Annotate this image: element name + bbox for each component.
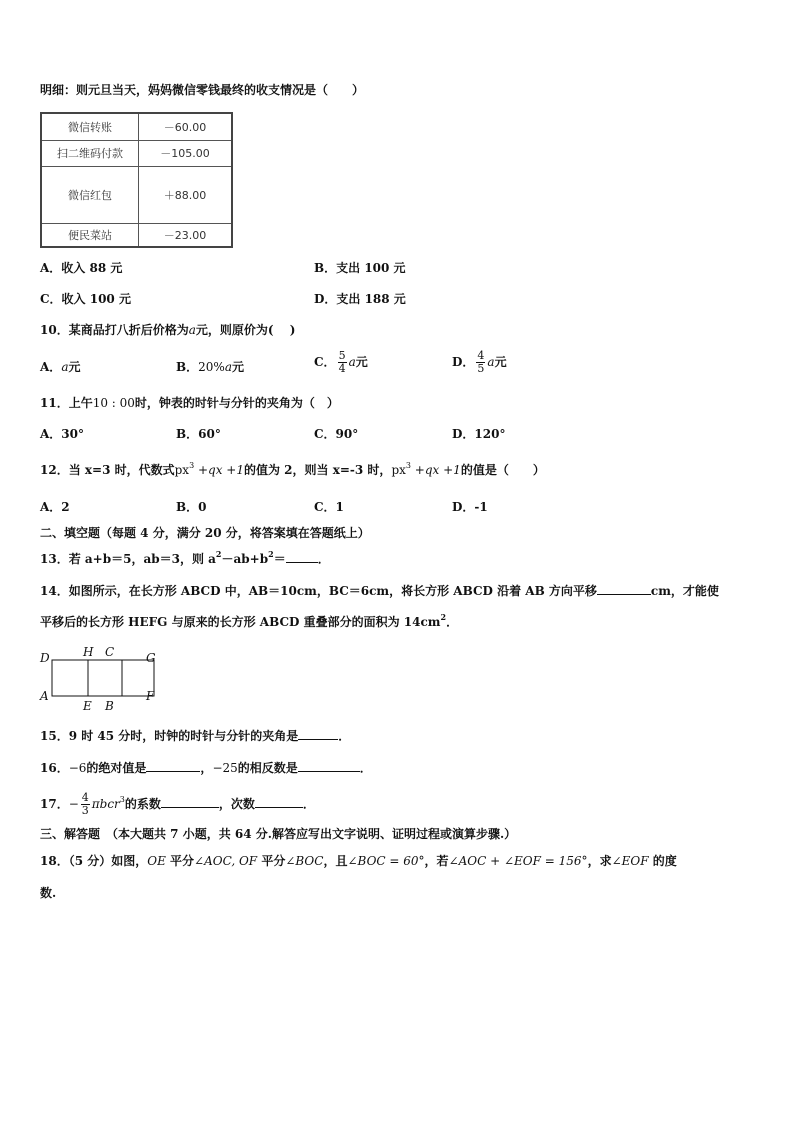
q12-option-a: A．2 (40, 500, 70, 514)
q18-stem-line2: 数. (40, 886, 57, 900)
option-label: D． (452, 355, 475, 369)
q12-expression (391, 463, 460, 477)
q16-end: ． (359, 761, 372, 775)
q17-stem (40, 792, 315, 817)
q13-stem (40, 550, 330, 568)
q18-text: 的度 (648, 854, 677, 868)
q12-stem-b: 的值为 2，则当 x=-3 时， (244, 463, 392, 477)
q11-option-b: B．60° (176, 427, 221, 441)
q10-option-d (452, 350, 507, 375)
label-a: A (40, 689, 49, 703)
q18-math: ∠AOC + ∠EOF = 156° (448, 854, 588, 868)
q18-text: ，若 (424, 854, 449, 868)
q18-math: ∠BOC = 60° (347, 854, 425, 868)
q17-term: πbcr (91, 797, 120, 811)
question-intro: 明细：则元旦当天，妈妈微信零钱最终的收支情况是（ ） (40, 83, 365, 97)
q17-sign: − (68, 797, 79, 811)
q18-stem (40, 852, 677, 870)
q14-stem-line1 (40, 582, 719, 600)
q12-stem-a: 12．当 x=3 时，代数式 (40, 463, 175, 477)
expr-exponent: 3 (405, 461, 411, 470)
q9-option-c: C．收入 100 元 (40, 292, 131, 306)
q10-stem (40, 321, 295, 339)
q18-math: ∠EOF (611, 854, 649, 868)
label-g: G (146, 651, 156, 665)
exponent: 2 (215, 549, 222, 559)
fraction-numerator: 4 (81, 791, 89, 804)
expr-part: +qx +1 (194, 463, 244, 477)
expr-part: +qx +1 (410, 463, 461, 477)
exponent: 3 (119, 795, 125, 804)
label-e: E (83, 699, 92, 713)
label-b: B (105, 699, 114, 713)
payment-name: 微信转账 (41, 113, 139, 140)
q16-value-1: −6 (68, 761, 87, 775)
q12-expression (175, 463, 244, 477)
option-text: 元 (494, 355, 507, 369)
payment-amount: －23.00 (139, 223, 233, 247)
q11-stem (40, 394, 339, 412)
payment-name: 扫二维码付款 (41, 140, 139, 166)
expr-part: px (391, 463, 406, 477)
q10-stem-a: 10．某商品打八折后价格为 (40, 323, 189, 337)
exponent: 2 (440, 612, 447, 622)
q16-stem (40, 759, 372, 777)
q18-text: ，且 (323, 854, 348, 868)
option-text: 元 (68, 360, 81, 374)
rectangle-hefg (88, 660, 154, 696)
fraction (476, 350, 485, 375)
q10-var: a (487, 355, 495, 369)
option-label: A． (40, 360, 62, 374)
q13-stem-b: －ab+b (221, 552, 269, 566)
q14-stem-line2 (40, 613, 458, 631)
q11-option-a: A．30° (40, 427, 85, 441)
answer-blank[interactable] (298, 727, 338, 740)
q11-option-d: D．120° (452, 427, 506, 441)
q16-text-2: 的相反数是 (237, 761, 298, 775)
q9-option-b: B．支出 100 元 (314, 261, 406, 275)
fraction-numerator: 5 (338, 349, 346, 362)
q16-text-1: 的绝对值是 (86, 761, 147, 775)
section-heading-fill-in: 二、填空题（每题 4 分，满分 20 分，将答案填在答题纸上） (40, 526, 370, 540)
payment-name: 微信红包 (41, 166, 139, 223)
q15-stem (40, 727, 350, 745)
option-label: B． (176, 360, 199, 374)
q10-option-a (40, 358, 80, 376)
q16-number: 16． (40, 761, 69, 775)
payment-amount: ＋88.00 (139, 166, 233, 223)
expr-part: px (174, 463, 190, 477)
q11-option-c: C．90° (314, 427, 359, 441)
q11-stem-b: 时，钟表的时针与分针的夹角为（ ） (134, 396, 339, 410)
q11-stem-a: 11．上午 (40, 396, 93, 410)
q14-line2: 平移后的长方形 HEFG 与原来的长方形 ABCD 重叠部分的面积为 14cm (40, 615, 441, 629)
q9-option-a: A．收入 88 元 (40, 261, 123, 275)
q18-text: 平分 (165, 854, 195, 868)
fraction-denominator: 5 (477, 362, 485, 375)
q18-math: ∠BOC (285, 854, 324, 868)
q12-option-b: B．0 (176, 500, 207, 514)
q12-option-d: D．-1 (452, 500, 488, 514)
fraction (81, 792, 90, 817)
q15-text: 15．9 时 45 分时，时钟的时针与分针的夹角是 (40, 729, 299, 743)
fraction (338, 350, 347, 375)
table-row (41, 113, 232, 140)
q17-number: 17． (40, 797, 69, 811)
answer-blank[interactable] (286, 550, 318, 563)
q13-end: ． (317, 552, 330, 566)
section-heading-solutions: 三、解答题 （本大题共 7 小题，共 64 分.解答应写出文字说明、证明过程或演算步骤.） (40, 827, 517, 841)
payment-table (40, 112, 233, 248)
q15-end: ． (338, 729, 351, 743)
q13-stem-a: 13．若 a+b＝5，ab＝3，则 a (40, 552, 216, 566)
label-f: F (146, 689, 155, 703)
q10-percent: 20% (198, 360, 225, 374)
q17-end: ． (302, 797, 315, 811)
q9-option-d: D．支出 188 元 (314, 292, 406, 306)
q17-text-2: ，次数 (218, 797, 255, 811)
label-h: H (83, 645, 94, 659)
q12-stem-c: 的值是（ ） (460, 463, 545, 477)
q17-text-1: 的系数 (124, 797, 161, 811)
q10-option-c (314, 350, 368, 375)
payment-amount: －60.00 (139, 113, 233, 140)
option-text: 元 (231, 360, 244, 374)
q10-var: a (188, 323, 196, 337)
answer-blank[interactable] (161, 795, 219, 808)
q18-stem-a: 18．（5 分）如图， (40, 854, 148, 868)
q12-stem (40, 461, 545, 479)
fraction-denominator: 3 (81, 804, 89, 817)
q10-option-b (176, 358, 244, 376)
q16-sep: ， (200, 761, 213, 775)
q18-math: ∠AOC, OF (194, 854, 258, 868)
table-row (41, 223, 232, 247)
exponent: 2 (268, 549, 274, 559)
q10-stem-b: 元，则原价为( ) (195, 323, 296, 337)
q14-line1-a: 14．如图所示，在长方形 ABCD 中，AB＝10cm，BC＝6cm，将长方形 ABCD 沿着 AB 方向平移 (40, 584, 597, 598)
q10-var: a (61, 360, 69, 374)
answer-blank[interactable] (146, 759, 200, 772)
label-c: C (105, 645, 115, 659)
q13-stem-c: ＝ (273, 552, 286, 566)
expr-exponent: 3 (189, 461, 195, 470)
q14-line2-end: ． (446, 615, 459, 629)
q14-line1-b: cm，才能使 (650, 584, 719, 598)
rectangle-translation-figure (36, 640, 166, 716)
rectangle-abcd (52, 660, 122, 696)
q18-text: 平分 (257, 854, 286, 868)
q10-var: a (348, 355, 356, 369)
fraction-numerator: 4 (477, 349, 485, 362)
q10-var: a (224, 360, 232, 374)
payment-name: 便民菜站 (41, 223, 139, 247)
table-row (41, 166, 232, 223)
q16-value-2: −25 (212, 761, 238, 775)
answer-blank[interactable] (255, 795, 303, 808)
answer-blank[interactable] (597, 582, 651, 595)
q12-option-c: C．1 (314, 500, 344, 514)
q18-math: OE (147, 854, 166, 868)
q11-time: 10 : 00 (92, 396, 135, 410)
payment-amount: －105.00 (139, 140, 233, 166)
fraction-denominator: 4 (338, 362, 346, 375)
label-d: D (40, 651, 50, 665)
answer-blank[interactable] (298, 759, 360, 772)
option-label: C． (314, 355, 336, 369)
q18-text: ，求 (587, 854, 612, 868)
table-row (41, 140, 232, 166)
option-text: 元 (355, 355, 368, 369)
